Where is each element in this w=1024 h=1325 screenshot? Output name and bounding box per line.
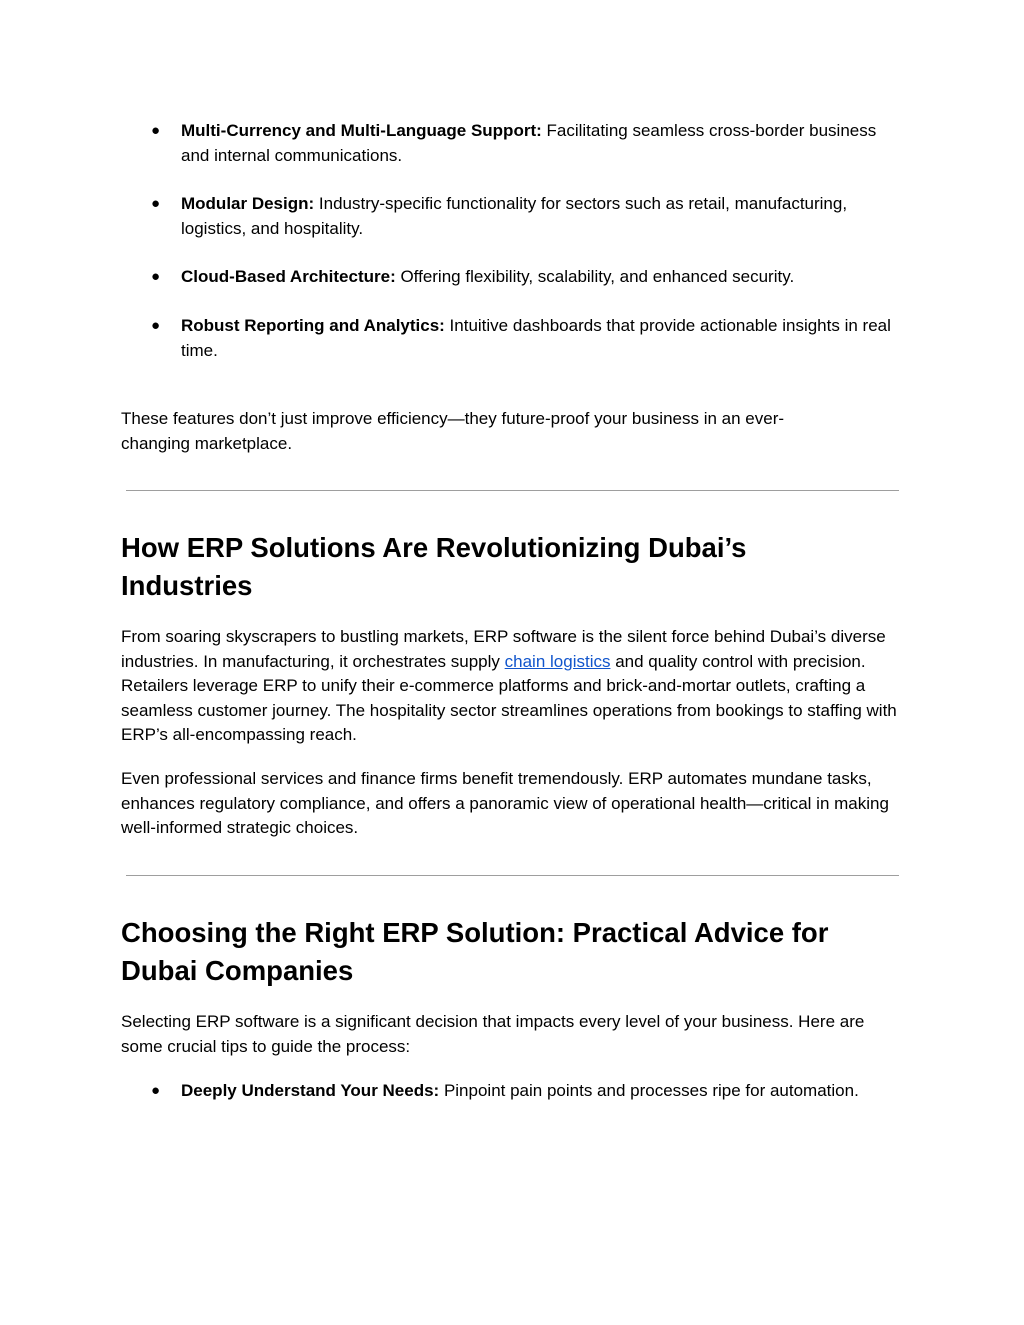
list-item-term: Cloud-Based Architecture: [181,267,396,286]
section-heading-industries: How ERP Solutions Are Revolutionizing Dubai’s Industries [121,532,747,601]
list-item-term: Multi-Currency and Multi-Language Support: [181,121,542,140]
list-item [121,314,903,363]
list-item-text: Offering flexibility, scalability, and enhanced security. [395,267,795,286]
list-item [121,1079,903,1104]
horizontal-divider [126,875,899,876]
industries-paragraph-2: Even professional services and finance firms benefit tremendously. ERP automates mundane tasks, enhances regulatory compliance, and offers a panoramic view of operational health—critical in making well-informed strategic choices. [121,769,889,837]
paragraph-text: From soaring skyscrapers to bustling markets, ERP software is the silent force behind Dubai’s diverse industries. In manufacturing, it orchestrates supply [121,627,886,671]
list-item-text: Intuitive dashboards that provide actionable insights in real time. [181,316,891,360]
list-item-term: Robust Reporting and Analytics: [181,316,445,335]
horizontal-divider [126,490,899,491]
bullet-icon: ● [151,317,161,334]
bullet-icon: ● [151,1082,161,1099]
list-item-text: Industry-specific functionality for sectors such as retail, manufacturing, logistics, and hospitality. [181,194,848,238]
bullet-icon: ● [151,122,161,139]
list-item [121,192,903,241]
paragraph-text: and quality control with precision. Retailers leverage ERP to unify their e-commerce platforms and brick-and-mortar outlets, crafting a seamless customer journey. The hospitality sector streamlines operations from bookings to staffing with ERP’s all-encompassing reach. [121,651,897,744]
bullet-icon: ● [151,195,161,212]
industries-paragraph-1 [121,625,903,748]
features-paragraph: These features don’t just improve efficiency—they future-proof your business in an ever-changing marketplace. [121,409,785,453]
list-item-text: Pinpoint pain points and processes ripe for automation. [439,1081,859,1100]
section-heading-choosing: Choosing the Right ERP Solution: Practical Advice for Dubai Companies [121,917,829,986]
list-item-text: Facilitating seamless cross-border business and internal communications. [181,121,877,165]
list-item [121,119,903,168]
chain-logistics-link[interactable]: chain logistics [504,651,611,671]
list-item-term: Modular Design: [181,194,315,213]
bullet-icon: ● [151,268,161,285]
list-item-term: Deeply Understand Your Needs: [181,1081,440,1100]
choosing-paragraph: Selecting ERP software is a significant decision that impacts every level of your business. Here are some crucial tips to guide the process: [121,1012,865,1056]
list-item [121,265,903,290]
